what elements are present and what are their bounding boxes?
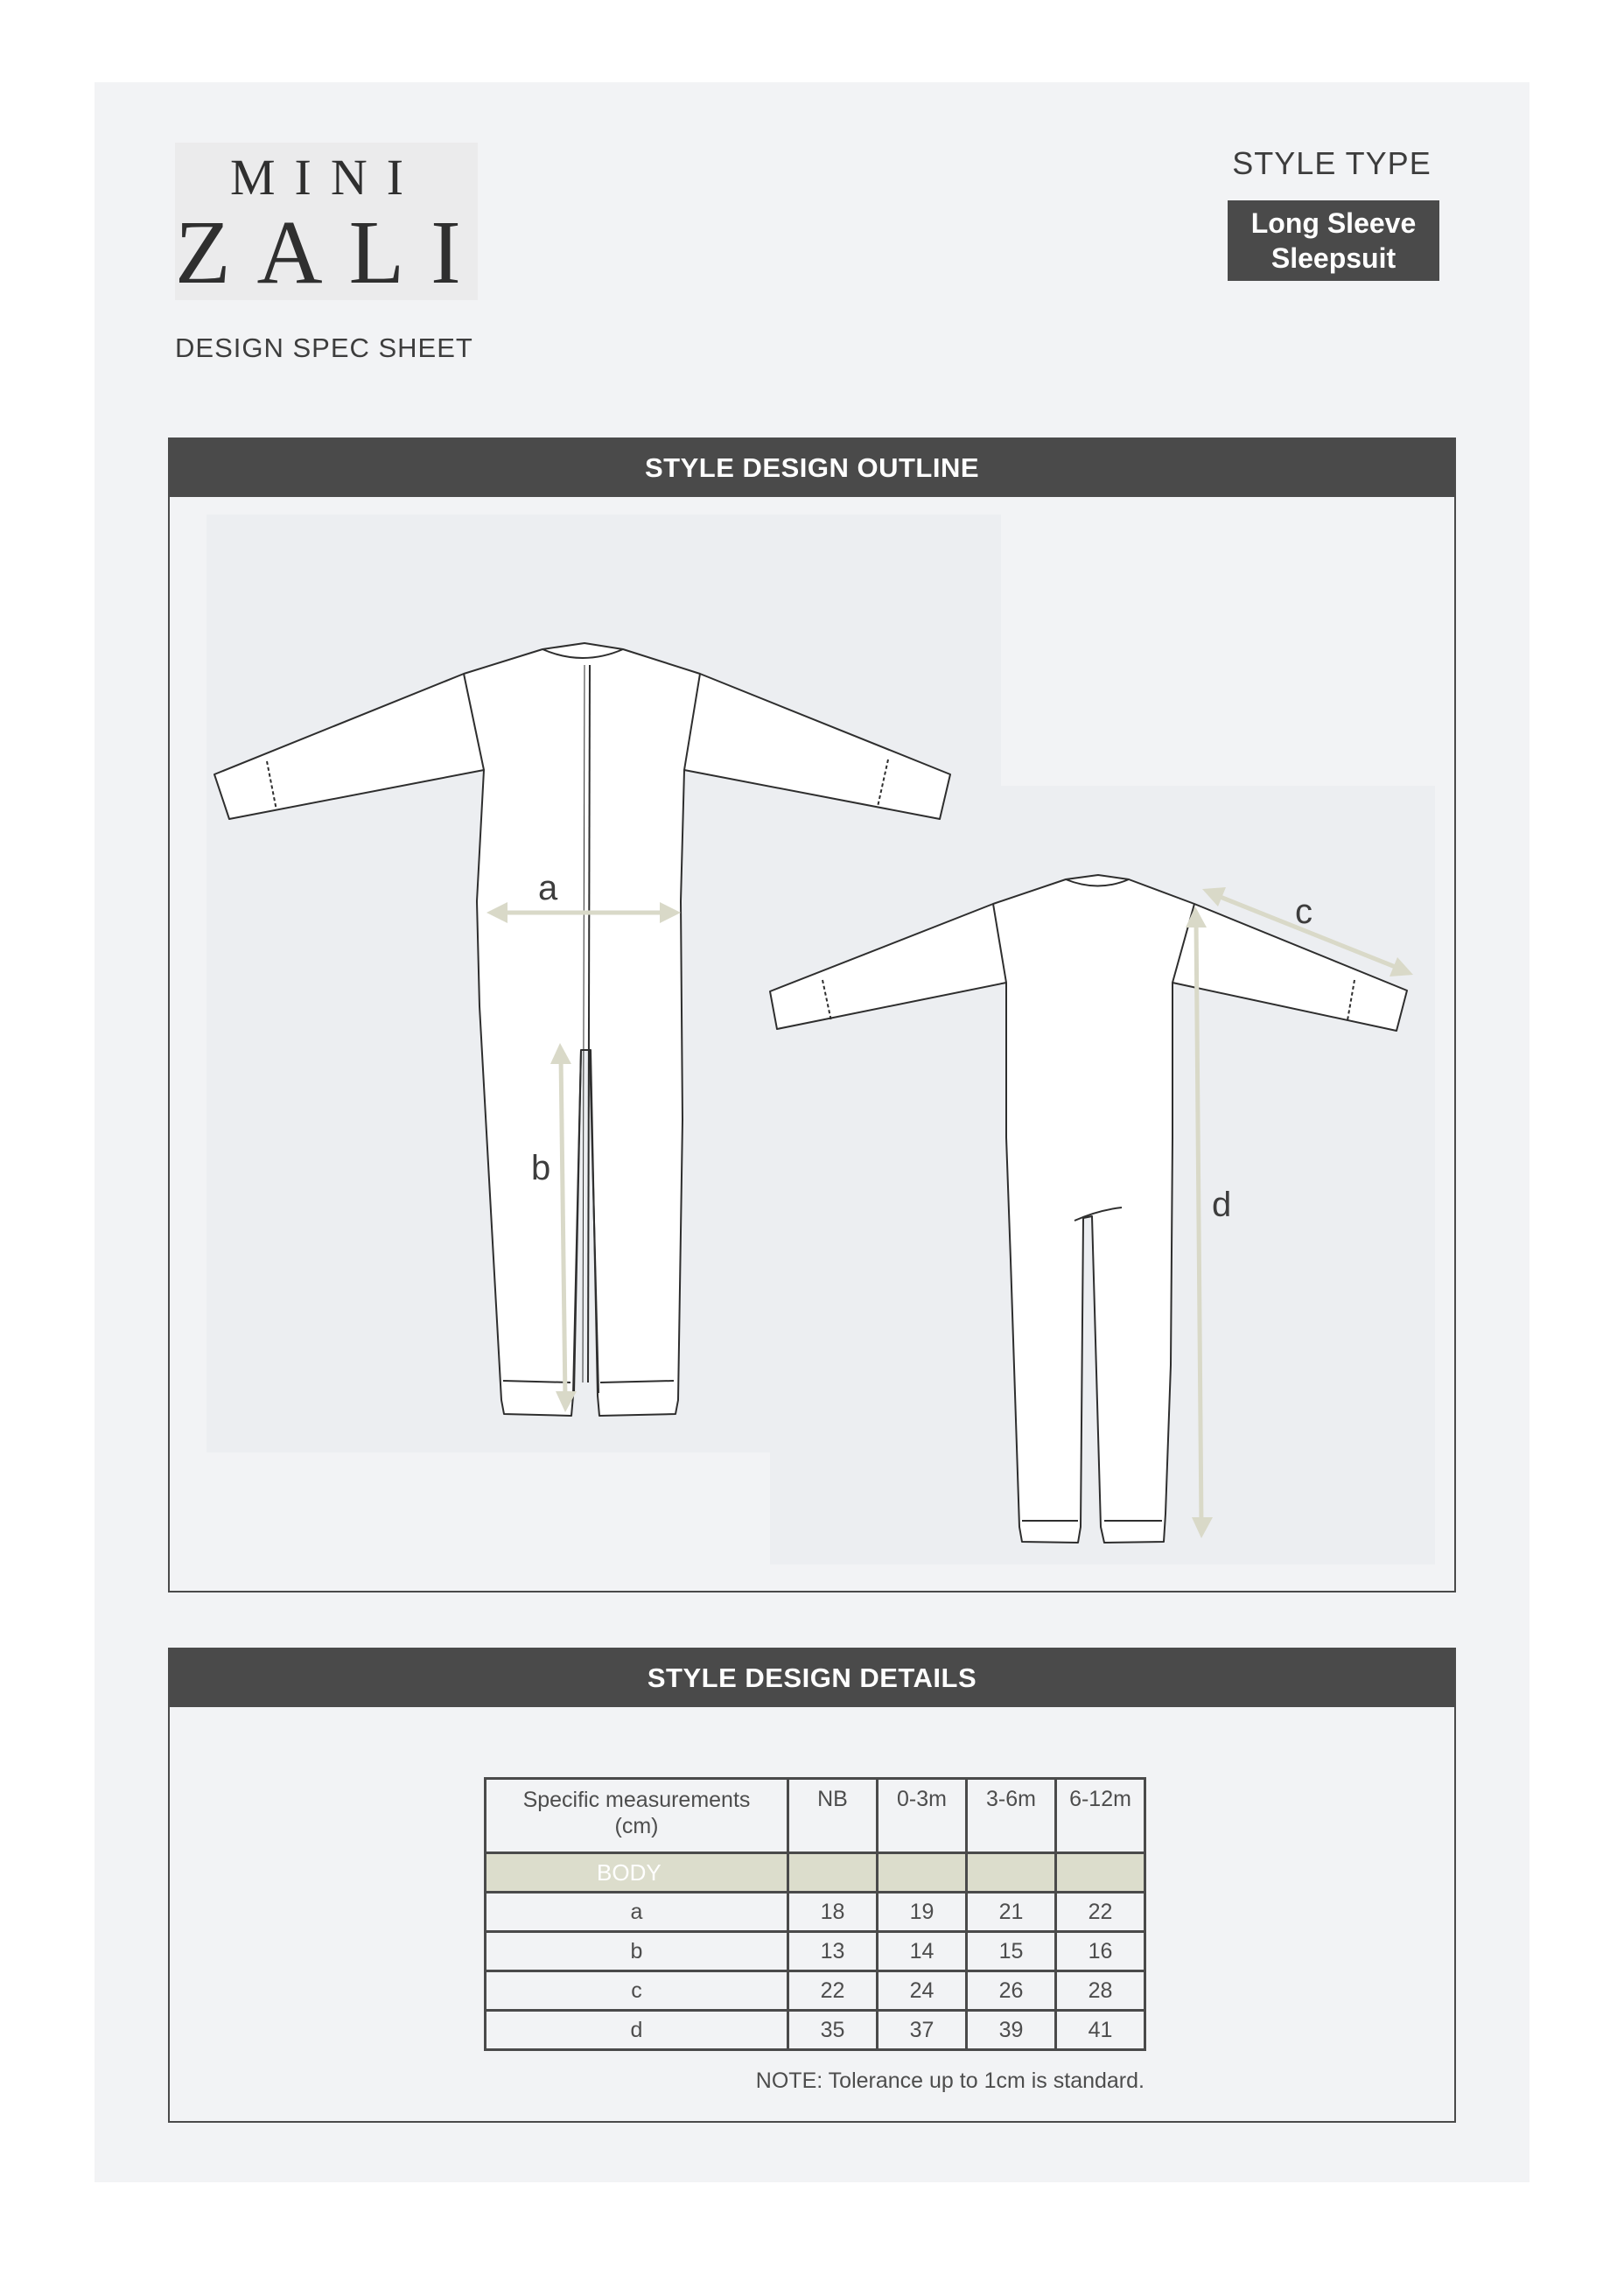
outline-section-title: STYLE DESIGN OUTLINE: [170, 439, 1454, 497]
table-cell: 13: [788, 1932, 878, 1971]
table-cell: 22: [788, 1971, 878, 2011]
table-cell: 26: [967, 1971, 1056, 2011]
measurement-label-c: c: [1295, 892, 1312, 931]
table-cell: 16: [1056, 1932, 1145, 1971]
header-label-line-2: (cm): [614, 1814, 659, 1838]
tolerance-note: NOTE: Tolerance up to 1cm is standard.: [755, 2068, 1144, 2093]
table-cell: 24: [878, 1971, 967, 2011]
table-cell: [878, 1853, 967, 1893]
table-cell: 18: [788, 1893, 878, 1932]
table-cell: 37: [878, 2011, 967, 2050]
table-row: [486, 1971, 1145, 2011]
table-header-row: [486, 1779, 1145, 1853]
table-row: [486, 1932, 1145, 1971]
measurement-label-d: d: [1212, 1186, 1232, 1224]
table-row: [486, 1893, 1145, 1932]
table-cell: 21: [967, 1893, 1056, 1932]
table-row: [486, 2011, 1145, 2050]
table-cell: 35: [788, 2011, 878, 2050]
row-label: c: [486, 1971, 788, 2011]
table-cell: 14: [878, 1932, 967, 1971]
style-type-line-1: Long Sleeve: [1250, 207, 1417, 239]
row-label: d: [486, 2011, 788, 2050]
row-label: a: [486, 1893, 788, 1932]
logo-line-zali: ZALI: [175, 202, 487, 303]
measurement-label-b: b: [531, 1149, 551, 1187]
details-section-title: STYLE DESIGN DETAILS: [170, 1649, 1454, 1707]
header-size-0-3m: 0-3m: [878, 1779, 967, 1853]
measurement-label-a: a: [538, 869, 558, 907]
table-cell: [1056, 1853, 1145, 1893]
table-cell: 39: [967, 2011, 1056, 2050]
table-cell: 19: [878, 1893, 967, 1932]
group-label-body: BODY: [486, 1853, 788, 1893]
row-label: b: [486, 1932, 788, 1971]
table-cell: [967, 1853, 1056, 1893]
style-type-label: STYLE TYPE: [1232, 145, 1432, 181]
header-label-line-1: Specific measurements: [522, 1788, 751, 1812]
header-measurement-label: [486, 1779, 788, 1853]
document-subtitle: DESIGN SPEC SHEET: [175, 332, 473, 363]
table-cell: [788, 1853, 878, 1893]
table-cell: 22: [1056, 1893, 1145, 1932]
header-size-3-6m: 3-6m: [967, 1779, 1056, 1853]
header-size-nb: NB: [788, 1779, 878, 1853]
header-size-6-12m: 6-12m: [1056, 1779, 1145, 1853]
table-cell: 41: [1056, 2011, 1145, 2050]
table-cell: 15: [967, 1932, 1056, 1971]
logo-line-mini: MINI: [229, 149, 424, 206]
table-group-row: [486, 1853, 1145, 1893]
style-type-line-2: Sleepsuit: [1270, 242, 1396, 274]
table-cell: 28: [1056, 1971, 1145, 2011]
measurement-table: [484, 1777, 1146, 2051]
